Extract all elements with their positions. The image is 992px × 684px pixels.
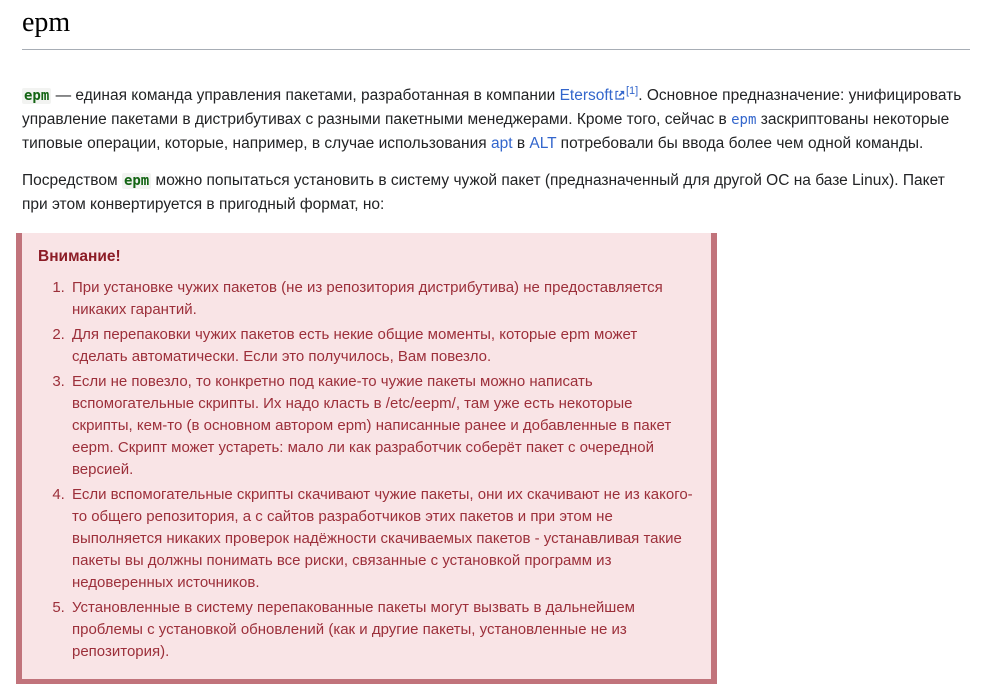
warning-item-2: 2. Для перепаковки чужих пакетов есть некие общие моменты, которые epm может сделать автоматически. Если это получилось, Вам повезло. [69,324,693,368]
warning-item-4: 4. Если вспомогательные скрипты скачивают чужие пакеты, они их скачивают не из какого-то общего репозитория, а с сайтов разработчиков этих пакетов и при этом не выполняется никаких проверок надёжности скачиваемых пакетов - устанавливая такие пакеты вы должны понимать все риски, связанные с установкой программ из недоверенных источников. [69,484,693,594]
etersoft-link[interactable]: Etersoft [559,87,613,104]
warning-list [38,277,693,663]
warning-box [16,233,717,684]
warning-item-5: 5. Установленные в систему перепакованные пакеты могут вызвать в дальнейшем проблемы с установкой обновлений (как и другие пакеты, установленные не из репозитория). [69,597,693,663]
page-title: epm [22,6,970,50]
epm-code-link[interactable]: epm [731,112,757,128]
intro-paragraph [22,84,970,156]
second-text-1: Посредством [22,172,122,189]
warning-title: Внимание! [38,248,121,265]
warning-item-3: 3. Если не повезло, то конкретно под какие-то чужие пакеты можно написать вспомогательные скрипты. Их надо класть в /etc/eepm/, там уже есть некоторые скрипты, кем-то (в основном автором epm) написанные ранее и добавленные в пакет eepm. Скрипт может устареть: мало ли как разработчик соберёт пакет с очередной версией. [69,371,693,481]
reference-1[interactable] [626,85,638,97]
second-paragraph [22,169,970,217]
apt-link[interactable]: apt [490,135,513,152]
alt-link[interactable]: ALT [529,135,557,152]
intro-text-3: заскриптованы некоторые типовые операции, которые, например, в случае использования [22,111,950,152]
external-link-icon [615,84,625,94]
second-text-2: можно попытаться установить в систему чужой пакет (предназначенный для другой ОС на базе Linux). Пакет при этом конвертируется в пригодный формат, но: [22,172,945,213]
epm-inline-code-2: epm [123,173,150,189]
epm-inline-code: epm [24,88,50,104]
intro-text-2: . Основное предназначение: унифицировать управление пакетами в дистрибутивах с разными пакетными менеджерами. Кроме того, сейчас в [22,87,962,128]
warning-item-1: 1. При установке чужих пакетов (не из репозитория дистрибутива) не предоставляется никаких гарантий. [69,277,693,321]
intro-text-4: в [512,135,530,152]
reference-1-link[interactable]: [1] [626,84,639,97]
intro-text-5: потребовали бы ввода более чем одной команды. [556,135,924,152]
intro-text-1: — единая команда управления пакетами, разработанная в компании [51,87,560,104]
